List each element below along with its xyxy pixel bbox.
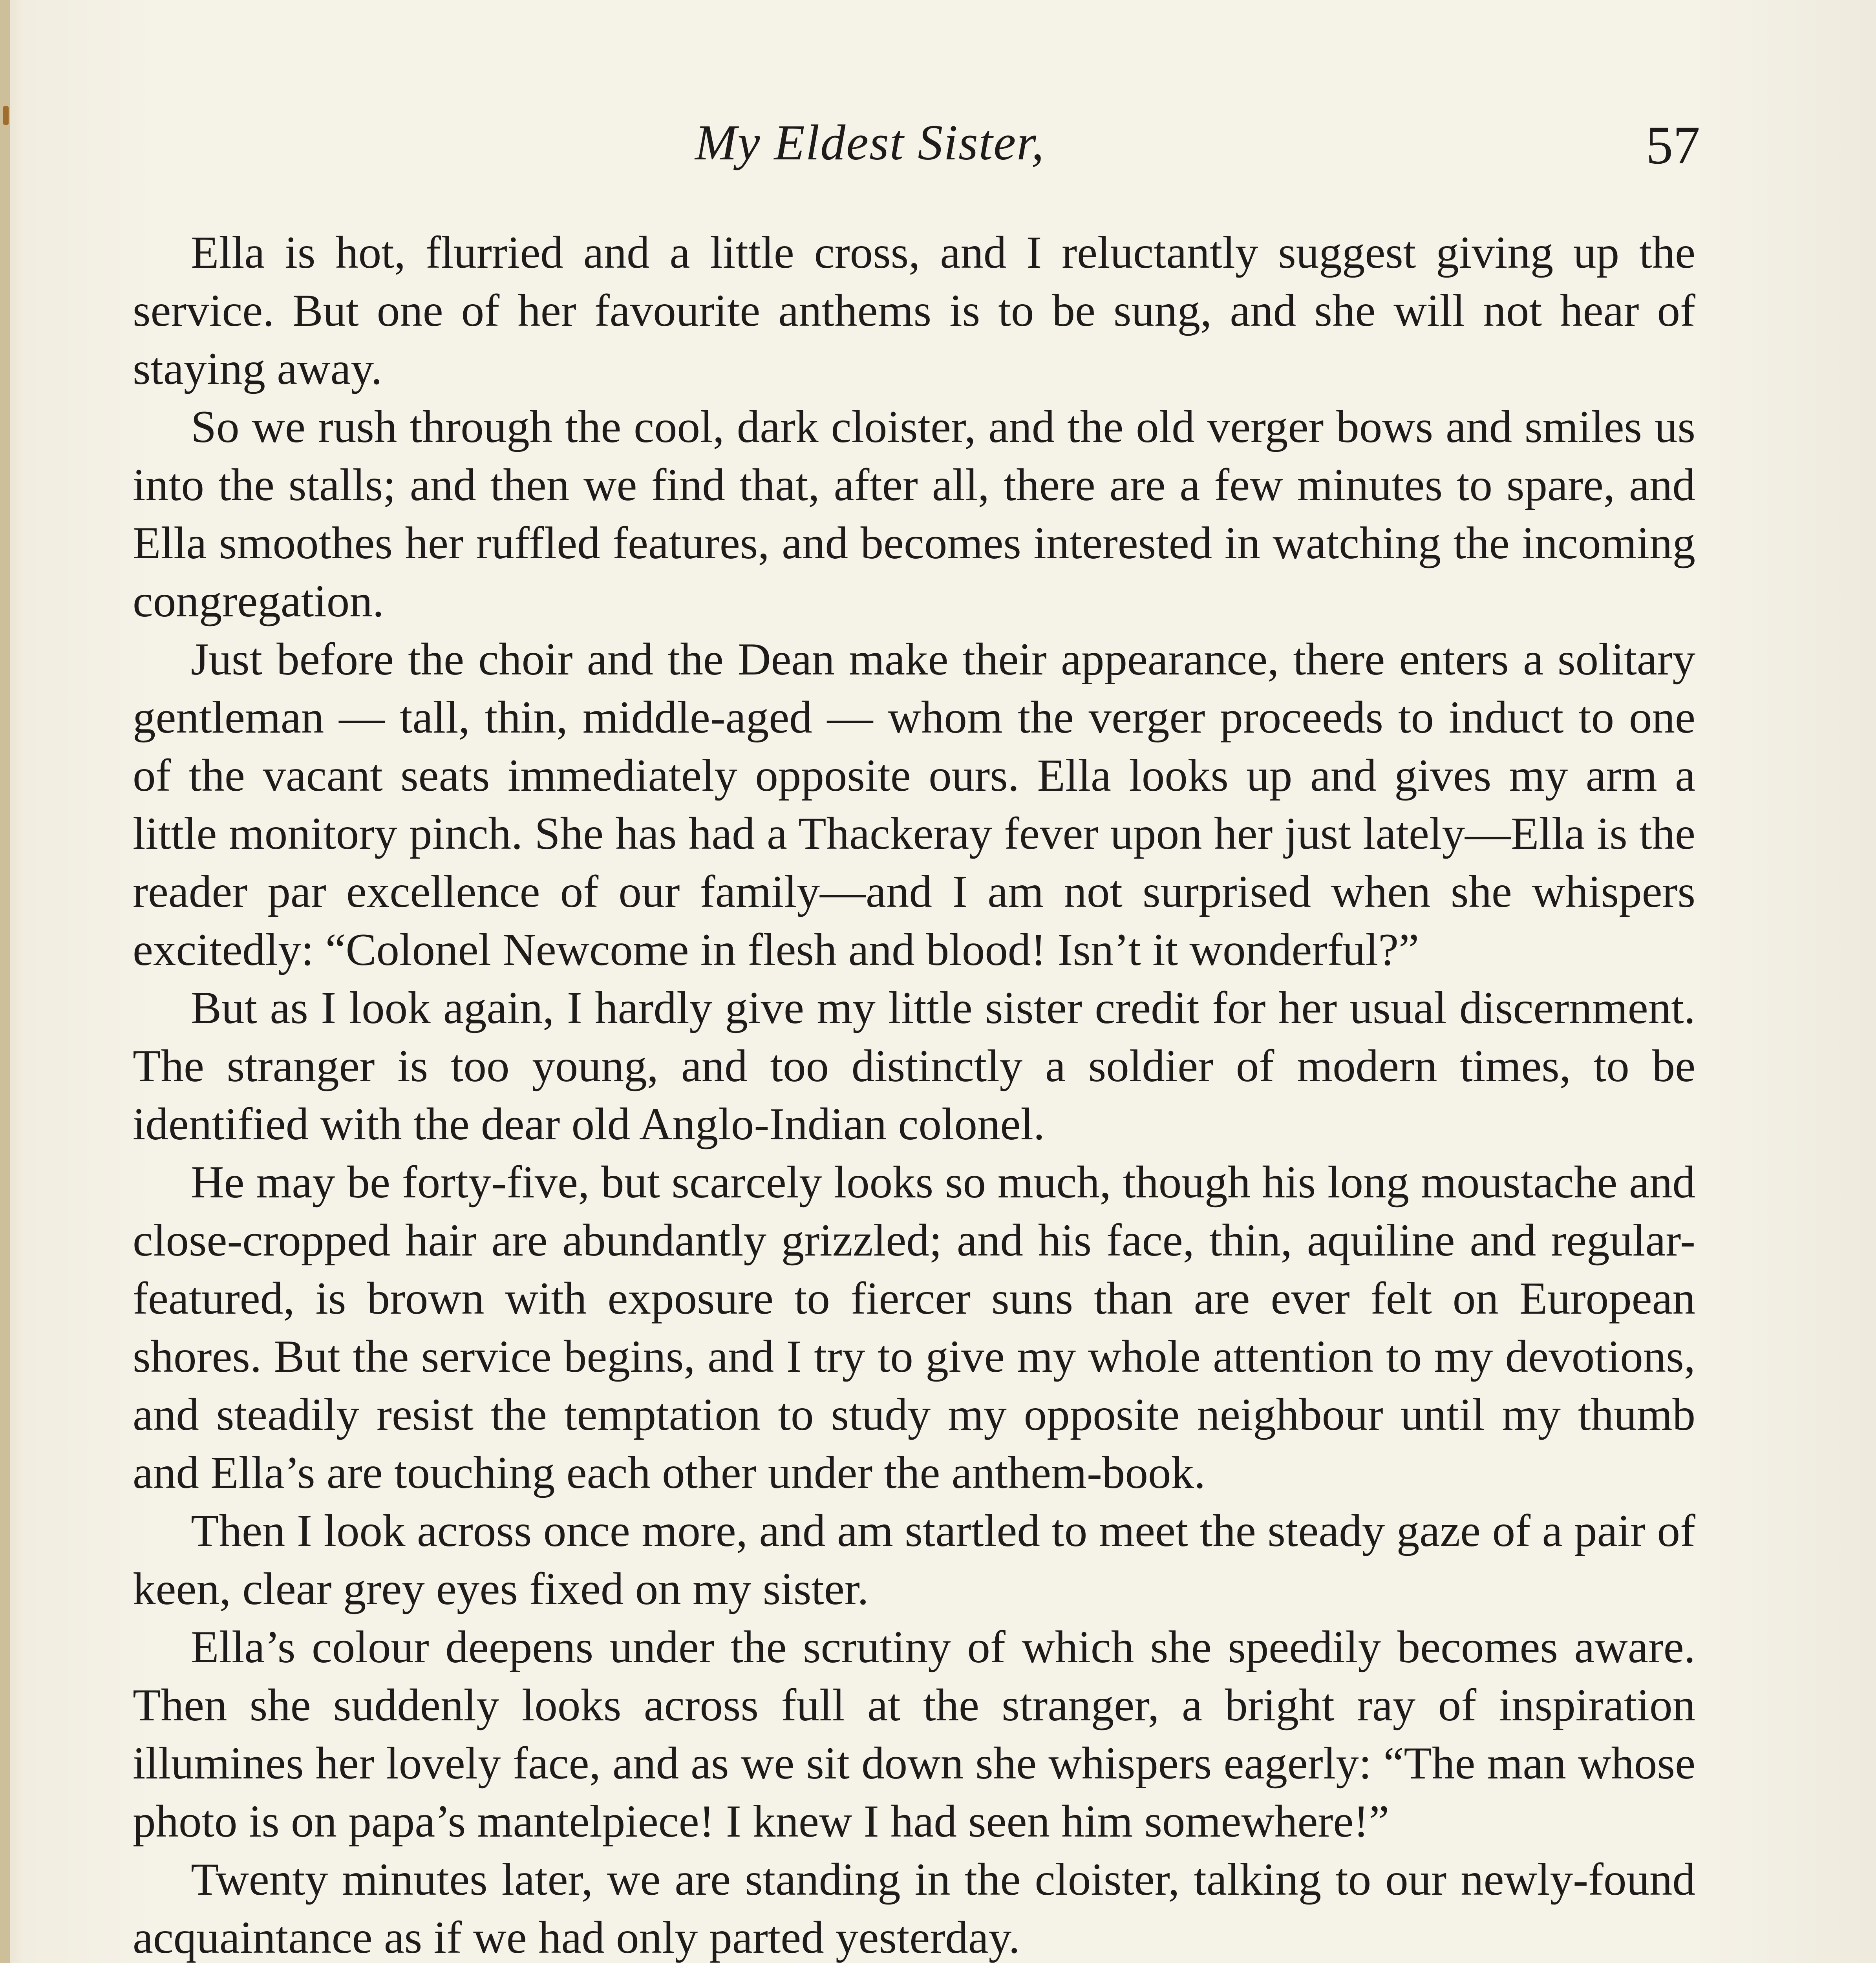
body-text [133, 224, 1695, 1963]
paragraph: Ella’s colour deepens under the scrutiny of which she speedily becomes aware. Then she suddenly looks across full at the stranger, a bright ray of inspiration illumines her lovely face, and as we sit down she whispers eagerly: “The man whose photo is on papa’s mantelpiece! I knew I had seen him somewhere!” [133, 1622, 1695, 1847]
paragraph: Just before the choir and the Dean make their appearance, there enters a solitary gentleman — tall, thin, middle-aged — whom the verger proceeds to induct to one of the vacant seats immediately opposite ours. Ella looks up and gives my arm a little monitory pinch. She has had a Thackeray fever upon her just lately—Ella is the reader par excellence of our family—and I am not surprised when she whispers excitedly: “Colonel Newcome in flesh and blood! Isn’t it wonderful?” [133, 634, 1695, 975]
paragraph: Ella is hot, flurried and a little cross, and I reluctantly suggest giving up the service. But one of her favourite anthems is to be sung, and she will not hear of staying away. [133, 227, 1695, 394]
spine-mark [3, 106, 9, 125]
page-number: 57 [1646, 115, 1700, 175]
paragraph: So we rush through the cool, dark cloister, and the old verger bows and smiles us into the stalls; and then we find that, after all, there are a few minutes to spare, and Ella smoothes her ruffled features, and becomes interested in watching the incoming congregation. [133, 402, 1695, 627]
book-spine-edge [0, 0, 10, 1963]
paragraph: Twenty minutes later, we are standing in the cloister, talking to our newly-found acquaintance as if we had only parted yesterday. [133, 1854, 1695, 1963]
paragraph: He may be forty-five, but scarcely looks so much, though his long moustache and close-cropped hair are abundantly grizzled; and his face, thin, aquiline and regular-featured, is brown with exposure to fiercer suns than are ever felt on European shores. But the service begins, and I try to give my whole attention to my devotions, and steadily resist the temptation to study my opposite neighbour until my thumb and Ella’s are touching each other under the anthem-book. [133, 1157, 1695, 1498]
paragraph: Then I look across once more, and am startled to meet the steady gaze of a pair of keen, clear grey eyes fixed on my sister. [133, 1506, 1695, 1614]
running-head: My Eldest Sister, [695, 115, 1045, 170]
page-header [130, 98, 1700, 188]
paragraph: But as I look again, I hardly give my little sister credit for her usual discernment. The stranger is too young, and too distinctly a soldier of modern times, to be identified with the dear old Anglo-Indian colonel. [133, 983, 1695, 1150]
